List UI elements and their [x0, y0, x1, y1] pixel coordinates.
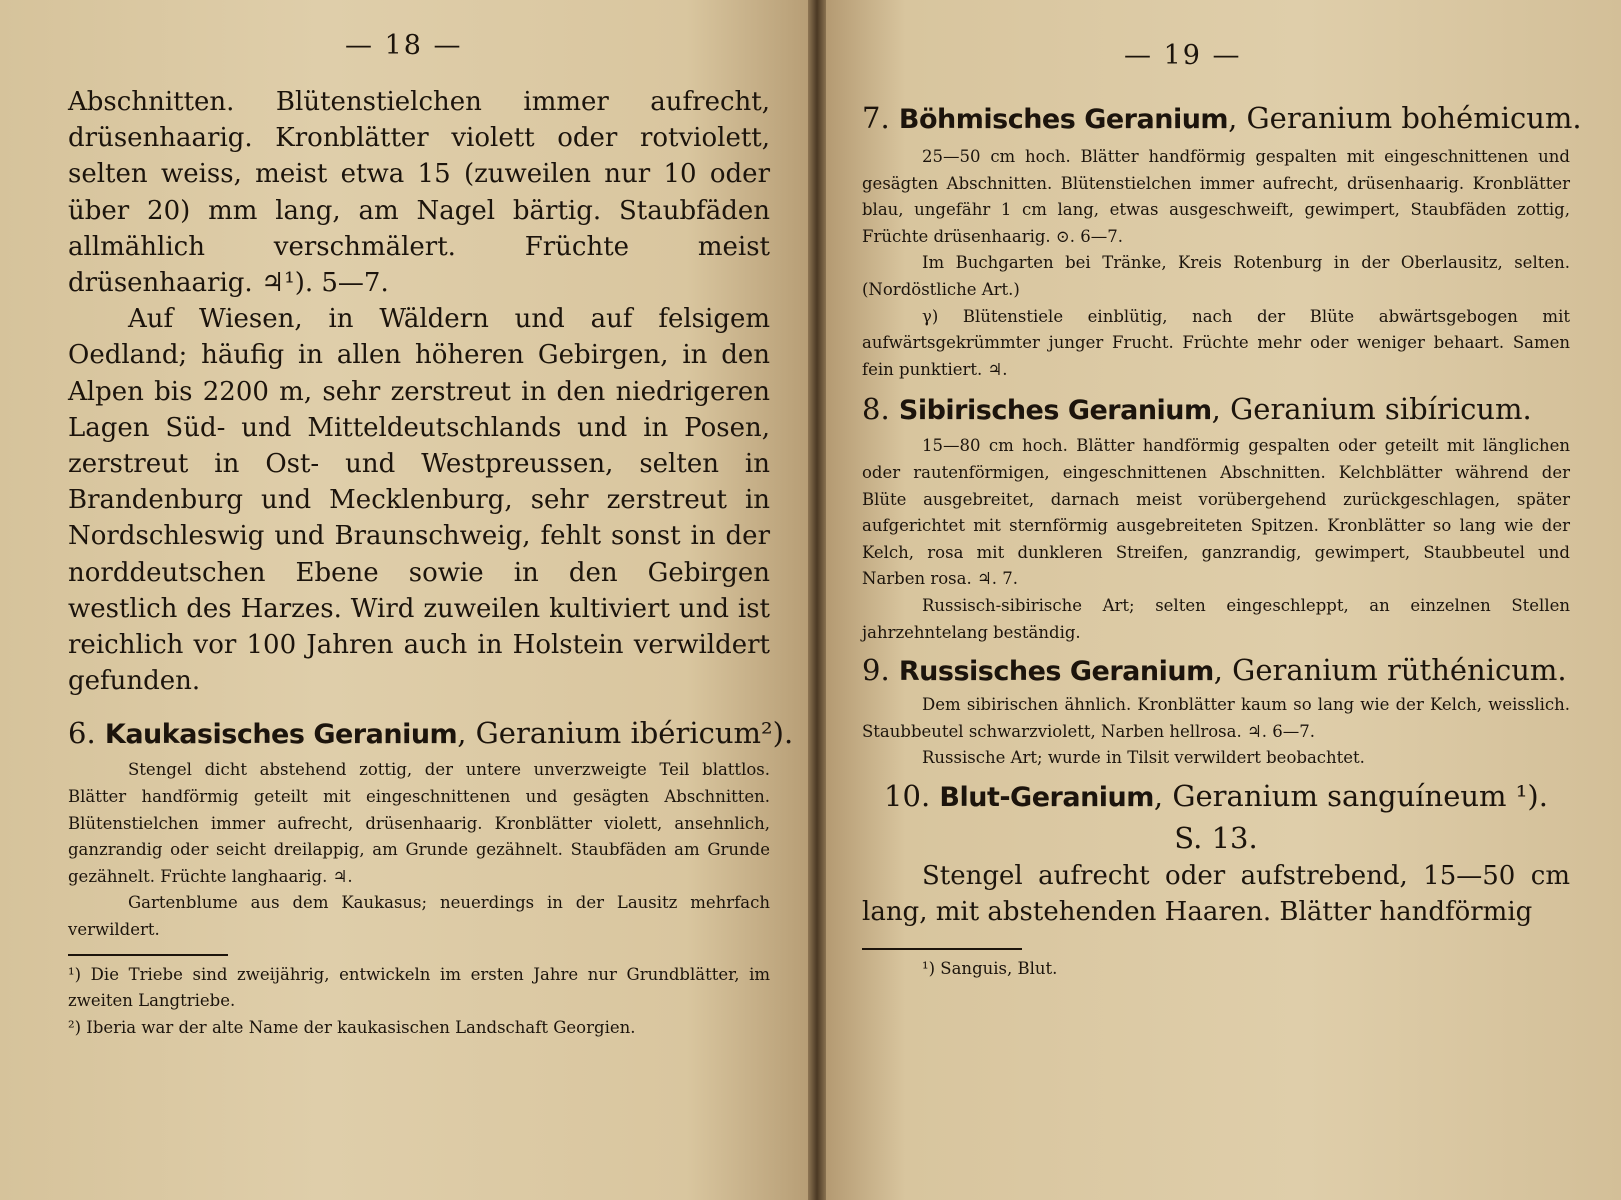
footnote: ²) Iberia war der alte Name der kaukasischen Landschaft Georgien. [68, 1017, 636, 1037]
species-number: 9. [862, 653, 890, 688]
species-latin-name: Geranium sibíricum. [1230, 392, 1532, 427]
species-note: Im Buchgarten bei Tränke, Kreis Rotenburg in der Oberlausitz, selten. (Nordöstliche Art.) [862, 253, 1570, 299]
species-latin-name: Geranium sanguíneum ¹). [1172, 778, 1548, 813]
species-number: 10. [884, 778, 931, 813]
species-heading-9: 9. Russisches Geranium, Geranium rüthénicum. [862, 653, 1567, 688]
species-common-name: Böhmisches Geranium [898, 104, 1229, 135]
right-page-content [862, 98, 1582, 983]
species-number: 6. [68, 716, 96, 751]
species-description: 25—50 cm hoch. Blätter handförmig gespalten mit eingeschnittenen und gesägten Abschnitten. Blütenstielchen immer aufrecht, drüsenhaarig. Kronblätter blau, ungefähr 1 cm lang, etwas ausgeschweift, gewimpert, Staubfäden zottig, Früchte drüsenhaarig. ⊙. 6—7. [862, 147, 1570, 246]
species-heading-6: 6. Kaukasisches Geranium, Geranium ibéricum²). [68, 716, 794, 751]
left-page [0, 0, 808, 1200]
page-number: — 18 — [345, 30, 463, 61]
species-common-name: Blut-Geranium [939, 781, 1154, 813]
species-latin-name: Geranium ibéricum²). [475, 716, 794, 751]
species-note: Gartenblume aus dem Kaukasus; neuerdings in der Lausitz mehrfach verwildert. [68, 893, 770, 940]
species-description: Stengel aufrecht oder aufstrebend, 15—50 cm lang, mit abstehenden Haaren. Blätter handförmig [862, 860, 1570, 928]
right-page [826, 0, 1621, 1200]
continuation-paragraph: Abschnitten. Blütenstielchen immer aufrecht, drüsenhaarig. Kronblätter violett oder rotviolett, selten weiss, meist etwa 15 (zuweilen nur 10 oder über 20) mm lang, am Nagel bärtig. Staubfäden allmählich verschmälert. Früchte meist drüsenhaarig. ♃¹). 5—7. [68, 87, 770, 299]
book-gutter [808, 0, 826, 1200]
footnote: ¹) Die Triebe sind zweijährig, entwickeln im ersten Jahre nur Grundblätter, im zweiten Langtriebe. [68, 964, 770, 1011]
species-latin-name: Geranium bohémicum. [1246, 101, 1582, 135]
species-variety: γ) Blütenstiele einblütig, nach der Blüte abwärtsgebogen mit aufwärtsgekrümmter junger Frucht. Früchte mehr oder weniger behaart. Samen fein punktiert. ♃. [862, 306, 1570, 379]
species-description: Stengel dicht abstehend zottig, der untere unverzweigte Teil blattlos. Blätter handförmig geteilt mit eingeschnittenen und gesägten Abschnitten. Blütenstielchen immer aufrecht, drüsenhaarig. Kronblätter violett, ansehnlich, ganzrandig oder seicht dreilappig, am Grunde gezähnelt. Staubfäden am Grunde gezähnelt. Früchte langhaarig. ♃. [68, 760, 770, 886]
species-number: 7. [862, 101, 890, 135]
page-number: — 19 — [1124, 40, 1242, 71]
species-latin-name: Geranium rüthénicum. [1232, 653, 1567, 688]
species-common-name: Kaukasisches Geranium [104, 719, 458, 751]
footnote-divider [68, 954, 228, 956]
footnote: ¹) Sanguis, Blut. [922, 959, 1058, 979]
species-note: Russisch-sibirische Art; selten eingeschleppt, an einzelnen Stellen jahrzehntelang beständig. [862, 595, 1570, 642]
left-page-content [68, 84, 794, 1041]
footnote-divider [862, 948, 1022, 950]
species-description: Dem sibirischen ähnlich. Kronblätter kaum so lang wie der Kelch, weisslich. Staubbeutel schwarzviolett, Narben hellrosa. ♃. 6—7. [862, 695, 1570, 741]
species-number: 8. [862, 392, 890, 427]
species-common-name: Sibirisches Geranium [898, 395, 1212, 427]
species-note: Russische Art; wurde in Tilsit verwildert beobachtet. [922, 748, 1365, 768]
species-heading-7: 7. Böhmisches Geranium, Geranium bohémicum. [862, 101, 1582, 135]
species-common-name: Russisches Geranium [898, 656, 1214, 688]
species-heading-8: 8. Sibirisches Geranium, Geranium sibíricum. [862, 392, 1532, 427]
distribution-paragraph: Auf Wiesen, in Wäldern und auf felsigem Oedland; häufig in allen höheren Gebirgen, in den Alpen bis 2200 m, sehr zerstreut in den niedrigeren Lagen Süd- und Mitteldeutschlands und in Posen, zerstreut in Ost- und Westpreussen, selten in Brandenburg und Mecklenburg, sehr zerstreut in Nordschleswig und Braunschweig, fehlt sonst in der norddeutschen Ebene sowie in den Gebirgen westlich des Harzes. Wird zuweilen kultiviert und ist reichlich vor 100 Jahren auch in Holstein verwildert gefunden. [68, 304, 770, 697]
species-heading-10: 10. Blut-Geranium, Geranium sanguíneum ¹). [884, 778, 1548, 813]
species-description: 15—80 cm hoch. Blätter handförmig gespalten oder geteilt mit länglichen oder rautenförmigen, eingeschnittenen Abschnitten. Kelchblätter während der Blüte ausgebreitet, darnach meist vorübergehend zurückgeschlagen, später aufgerichtet mit sternförmig ausgebreiteten Spitzen. Kronblätter so lang wie der Kelch, rosa mit dunkleren Streifen, ganzrandig, gewimpert, Staubbeutel und Narben rosa. ♃. 7. [862, 436, 1570, 589]
page-reference: S. 13. [1174, 820, 1258, 855]
